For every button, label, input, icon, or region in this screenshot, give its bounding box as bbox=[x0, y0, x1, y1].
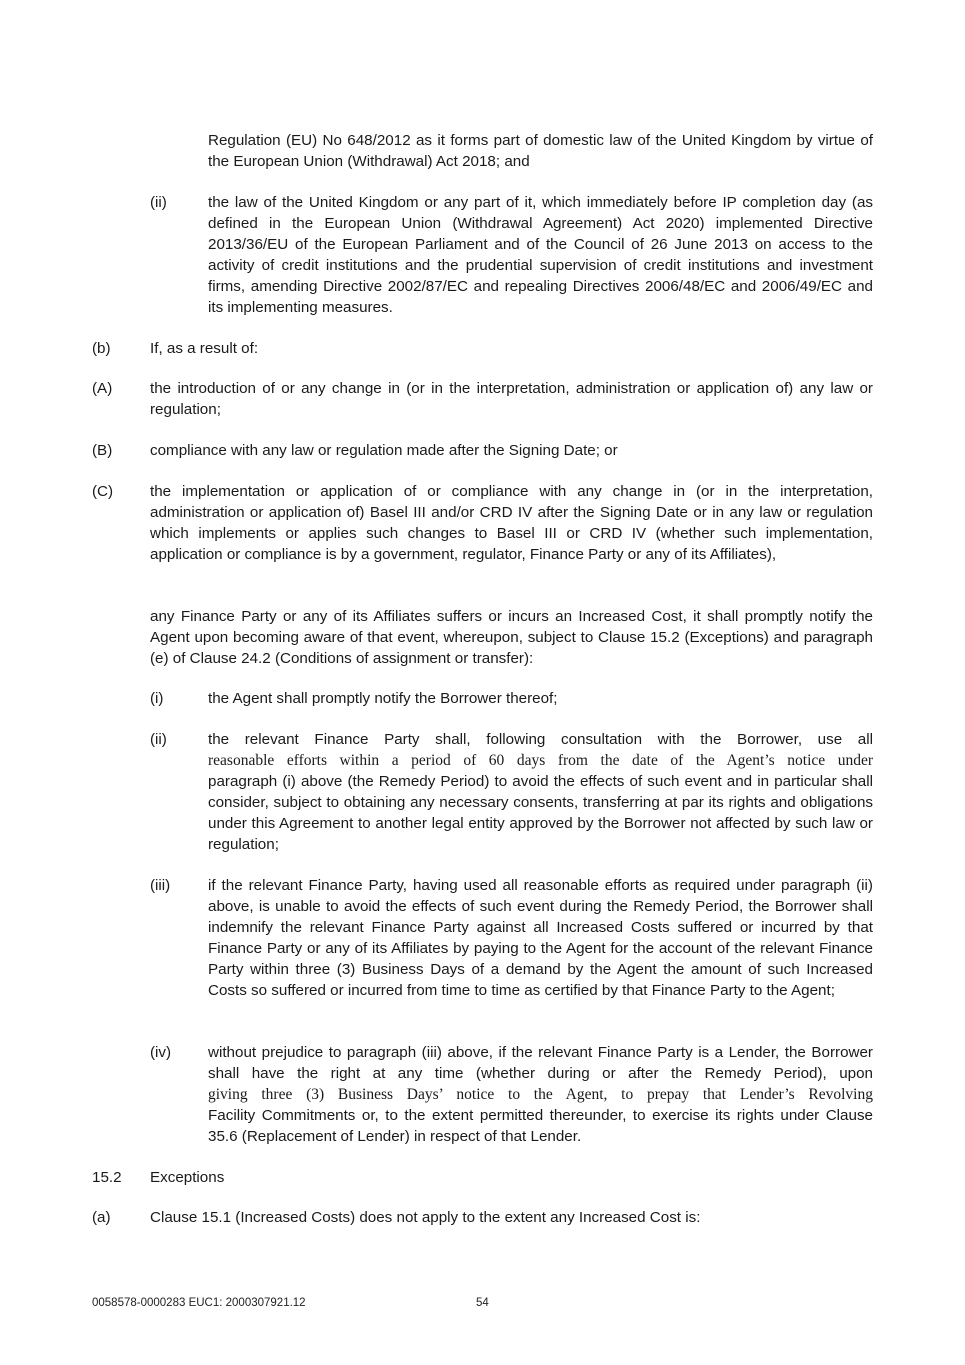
list-label-C: (C) bbox=[92, 483, 114, 500]
paragraph-b: If, as a result of: bbox=[150, 340, 259, 357]
list-label-ii: (ii) bbox=[150, 194, 167, 211]
paragraph-iv-rest: Facility Commitments or, to the extent permitted thereunder, to exercise its rights under Clause 35.6 (Replacement of Lender) in respect of that Lender. bbox=[208, 1107, 873, 1145]
paragraph-a: Clause 15.1 (Increased Costs) does not apply to the extent any Increased Cost is: bbox=[150, 1209, 701, 1226]
list-label-b: (b) bbox=[92, 340, 111, 357]
paragraph-iv-line-3: giving three (3) Business Days’ notice to the Agent, to prepay that Lender’s Revolving bbox=[208, 1086, 873, 1103]
paragraph-B: compliance with any law or regulation made after the Signing Date; or bbox=[150, 442, 618, 459]
footer-page-number: 54 bbox=[476, 1297, 489, 1309]
paragraph-regulation-648: Regulation (EU) No 648/2012 as it forms part of domestic law of the United Kingdom by virtue of the European Union (Withdrawal) Act 2018; and bbox=[208, 132, 873, 170]
section-heading-exceptions: Exceptions bbox=[150, 1169, 225, 1186]
list-label-i: (i) bbox=[150, 690, 164, 707]
section-number-15-2: 15.2 bbox=[92, 1169, 122, 1186]
paragraph-ii-rest: paragraph (i) above (the Remedy Period) to avoid the effects of such event and in particular shall consider, subject to obtaining any necessary consents, transferring at par its rights and obligations under this Agreement to another legal entity approved by the Borrower not affected by such law or regulation; bbox=[208, 773, 873, 853]
list-label-iii: (iii) bbox=[150, 877, 171, 894]
list-label-A: (A) bbox=[92, 380, 113, 397]
list-label-a: (a) bbox=[92, 1209, 111, 1226]
paragraph-A: the introduction of or any change in (or in the interpretation, administration or application of) any law or regulation; bbox=[150, 380, 873, 418]
paragraph-increased-cost-notify: any Finance Party or any of its Affiliates suffers or incurs an Increased Cost, it shall promptly notify the Agent upon becoming aware of that event, whereupon, subject to Clause 15.2 (Exceptions) and paragraph (e) of Clause 24.2 (Conditions of assignment or transfer): bbox=[150, 608, 873, 667]
paragraph-ii-line-2: reasonable efforts within a period of 60 days from the date of the Agent’s notice under bbox=[208, 752, 873, 769]
paragraph-iv-lines-1-2: without prejudice to paragraph (iii) above, if the relevant Finance Party is a Lender, the Borrower shall have the right at any time (whether during or after the Remedy Period), upon bbox=[208, 1044, 873, 1082]
paragraph-ii-line-1: the relevant Finance Party shall, following consultation with the Borrower, use all bbox=[208, 731, 873, 748]
list-label-ii-remedy: (ii) bbox=[150, 731, 167, 748]
paragraph-iii: if the relevant Finance Party, having used all reasonable efforts as required under paragraph (ii) above, is unable to avoid the effects of such event during the Remedy Period, the Borrower shall indemnify the relevant Finance Party against all Increased Costs suffered or incurred by that Finance Party or any of its Affiliates by paying to the Agent for the account of the relevant Finance Party within three (3) Business Days of a demand by the Agent the amount of such Increased Costs so suffered or incurred from time to time as certified by that Finance Party to the Agent; bbox=[208, 877, 873, 999]
paragraph-ii-uk-law: the law of the United Kingdom or any part of it, which immediately before IP completion day (as defined in the European Union (Withdrawal Agreement) Act 2020) implemented Directive 2013/36/EU of the European Parliament and of the Council of 26 June 2013 on access to the activity of credit institutions and the prudential supervision of credit institutions and investment firms, amending Directive 2002/87/EC and repealing Directives 2006/48/EC and 2006/49/EC and its implementing measures. bbox=[208, 194, 873, 316]
list-label-iv: (iv) bbox=[150, 1044, 172, 1061]
paragraph-i: the Agent shall promptly notify the Borrower thereof; bbox=[208, 690, 558, 707]
paragraph-C: the implementation or application of or compliance with any change in (or in the interpretation, administration or application of) Basel III and/or CRD IV after the Signing Date or in any law or regulation which implements or applies such changes to Basel III or CRD IV (whether such implementation, application or compliance is by a government, regulator, Finance Party or any of its Affiliates), bbox=[150, 483, 873, 563]
list-label-B: (B) bbox=[92, 442, 113, 459]
footer-doc-reference: 0058578-0000283 EUC1: 2000307921.12 bbox=[92, 1297, 306, 1309]
